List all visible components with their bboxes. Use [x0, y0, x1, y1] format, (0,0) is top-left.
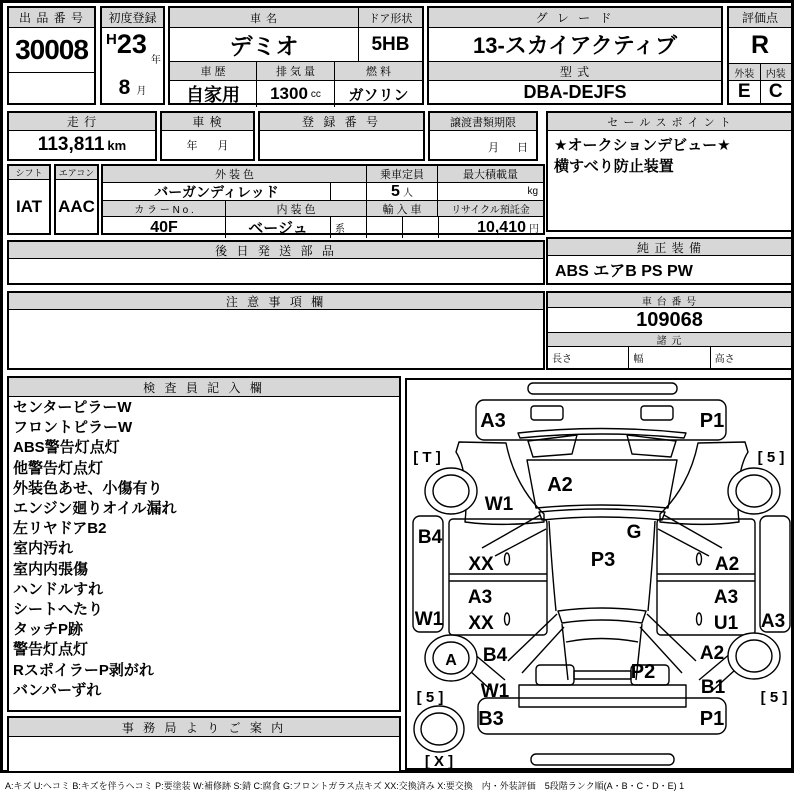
notes-value: [9, 310, 543, 368]
headlight-left: [528, 435, 577, 457]
oem-equipment-value: ABS エアB PS PW: [555, 263, 693, 280]
headlight-right: [627, 435, 676, 457]
import-car-value: [366, 217, 438, 238]
interior-rating-value: C: [760, 81, 792, 103]
color-capacity-grid: [101, 164, 545, 235]
bracket-spare: [ X ]: [424, 753, 454, 768]
exterior-color-value: バーガンディレッド: [154, 183, 279, 200]
grade-value: 13-スカイアクティブ: [429, 28, 721, 62]
model-code-value: DBA-DEJFS: [523, 81, 627, 102]
inspector-item: フロントピラーW: [13, 419, 133, 437]
first-registration-label: 初度登録: [102, 8, 163, 28]
office-notice-box: [7, 716, 401, 773]
import-car-label: 輸 入 車: [366, 201, 437, 217]
import-car-cell: [402, 217, 438, 238]
reg-month-unit: 月: [136, 86, 147, 97]
interior-color-label: 内 装 色: [225, 201, 366, 217]
oem-equipment-label: 純 正 装 備: [548, 239, 791, 256]
bracket-rear-left: [ 5 ]: [416, 689, 444, 706]
first-registration-box: [100, 6, 165, 105]
vehicle-box: [168, 6, 424, 105]
mark-door-rear-left-b: XX: [468, 613, 494, 634]
displacement-number: 1300: [270, 84, 308, 103]
door-shape-label: ドア形状: [358, 8, 422, 28]
fuel-label: 燃 料: [334, 62, 422, 81]
mileage-number: 113,811: [37, 134, 105, 155]
mark-rocker-right: A3: [760, 611, 786, 632]
transfer-day-suffix: 日: [517, 142, 528, 154]
bracket-front-right: [ 5 ]: [757, 449, 785, 466]
inspector-label: 検 査 員 記 入 欄: [9, 378, 399, 397]
mark-tailgate: P2: [630, 661, 656, 683]
inspector-item: ハンドルすれ: [13, 580, 104, 598]
inspector-box: [7, 376, 401, 712]
mileage-value: [9, 131, 155, 159]
bracket-front-left: [ T ]: [413, 449, 441, 466]
chassis-label: 車 台 番 号: [548, 293, 791, 308]
mark-fender-rear-right-a: A2: [699, 643, 725, 664]
auction-number-label: 出 品 番 号: [9, 8, 94, 28]
grille: [518, 429, 686, 439]
capacity-unit: 人: [402, 188, 413, 199]
auction-number-blank: [9, 73, 94, 103]
transfer-month-suffix: 月: [488, 142, 499, 154]
exterior-color-label: 外 装 色: [103, 166, 366, 183]
grade-box: [427, 6, 723, 105]
rear-window: [558, 608, 646, 623]
era-code: H: [106, 31, 117, 48]
reg-year: 23: [116, 29, 147, 59]
inspector-item: 室内汚れ: [13, 540, 74, 558]
recycle-unit: 円: [529, 224, 539, 235]
max-load-label: 最大積載量: [437, 166, 543, 183]
mark-windshield: G: [626, 522, 642, 543]
auction-number-value: 30008: [9, 28, 94, 73]
grade-label: グ レ ー ド: [429, 8, 721, 28]
car-name-value: デミオ: [229, 33, 299, 59]
shaken-label: 車 検: [162, 113, 253, 131]
reg-month: 8: [118, 76, 131, 99]
sales-point-box: [546, 111, 793, 232]
rear-bumper: [478, 698, 726, 734]
spec-height-label: 高さ: [710, 347, 791, 368]
rear-hatch-panel: [519, 685, 686, 707]
oem-equipment-box: [546, 237, 793, 285]
mark-front-bumper-left: A3: [480, 410, 506, 432]
shift-box: [7, 164, 51, 235]
transfer-deadline-value: [430, 131, 536, 159]
chassis-value: 109068: [548, 308, 791, 333]
inspector-item: ABS警告灯点灯: [13, 439, 120, 457]
mark-roof: P3: [590, 549, 616, 571]
color-no-label: カ ラ ー N o .: [103, 201, 225, 217]
rating-box: [727, 6, 793, 105]
footer-legend: A:キズ U:ヘコミ B:キズを伴うヘコミ P:要塗装 W:補修跡 S:錆 C:腐食 G:フロントガラス点キズ XX:交換済み X:要交換 内・外装評価 5段階ランク順(A・B・C・D・E) 1: [5, 781, 685, 791]
aircon-box: [54, 164, 99, 235]
bracket-rear-right: [ 5 ]: [760, 689, 788, 706]
shaken-year-suffix: 年: [186, 140, 198, 152]
later-parts-label: 後 日 発 送 部 品: [9, 242, 543, 259]
taillight-left: [536, 665, 574, 685]
inspector-item: 他警告灯点灯: [13, 459, 104, 477]
inspector-item: センターピラーW: [13, 399, 132, 416]
shaken-month-suffix: 月: [217, 140, 229, 152]
shaken-box: [160, 111, 255, 161]
office-notice-value: [9, 737, 399, 771]
later-parts-value: [9, 259, 543, 283]
inspector-item: 室内内張傷: [13, 560, 89, 578]
inspector-item: 外装色あせ、小傷有り: [13, 479, 163, 497]
max-load-value: kg: [437, 183, 543, 200]
exterior-rating-value: E: [737, 81, 751, 102]
recycle-number: 10,410: [477, 218, 526, 236]
exterior-rating-label: 外装: [729, 64, 760, 81]
history-label: 車 歴: [170, 62, 256, 81]
inspector-list: [9, 397, 399, 702]
notes-box: [7, 291, 545, 370]
capacity-label: 乗車定員: [366, 166, 437, 183]
mark-wheel-rear-left: A: [445, 652, 457, 669]
chassis-box: [546, 291, 793, 370]
mark-front-bumper-right: P1: [699, 410, 725, 432]
office-notice-label: 事 務 局 よ り ご 案 内: [9, 718, 399, 737]
mileage-box: [7, 111, 157, 161]
recycle-value: [438, 217, 543, 238]
specs-label: 諸 元: [548, 333, 791, 347]
sales-point-line: ★オークションデビュー★: [554, 137, 731, 154]
sales-point-line: 横すべり防止装置: [554, 158, 674, 175]
registration-number-value: [260, 131, 423, 159]
mark-hood: A2: [547, 474, 573, 496]
fuel-value: ガソリン: [334, 81, 422, 107]
car-name-label: 車 名: [170, 8, 358, 28]
mileage-label: 走 行: [9, 113, 155, 131]
rear-bottom-bar: [531, 754, 674, 765]
inspector-item: バンパーずれ: [13, 681, 102, 699]
capacity-number: 5: [391, 183, 400, 200]
inspector-item: RスポイラーP剥がれ: [13, 661, 154, 679]
displacement-value: [256, 81, 334, 107]
mark-rear-bumper-right: P1: [699, 708, 725, 730]
registration-number-box: [258, 111, 425, 161]
mark-door-front-right: A2: [714, 554, 740, 575]
auction-number-box: [7, 6, 96, 105]
first-registration-year: [102, 28, 163, 66]
aircon-label: エアコン: [56, 166, 97, 180]
displacement-label: 排 気 量: [256, 62, 334, 81]
shaken-value: [162, 131, 253, 159]
color-no-value: 40F: [150, 218, 178, 236]
spec-length-label: 長さ: [552, 354, 572, 365]
registration-number-label: 登 録 番 号: [260, 113, 423, 131]
inspector-item: エンジン廻りオイル漏れ: [13, 500, 177, 518]
transfer-deadline-box: [428, 111, 538, 161]
rating-label: 評価点: [729, 8, 791, 28]
inspector-item: 警告灯点灯: [13, 641, 89, 659]
cowl-band: [539, 509, 665, 520]
mark-door-front-left: XX: [468, 554, 494, 575]
mark-rocker-left-top: B4: [417, 527, 443, 548]
mark-door-rear-right-a: A3: [713, 587, 739, 608]
displacement-unit: cc: [310, 88, 321, 100]
model-code-label: 型 式: [429, 62, 721, 81]
mileage-unit: km: [107, 137, 127, 153]
interior-rating-label: 内装: [760, 64, 792, 81]
import-car-cell: [367, 217, 402, 238]
spec-width-label: 幅: [628, 347, 709, 368]
mark-fender-rear-left-a: B4: [482, 645, 508, 666]
exterior-color-suffix-cell: [330, 183, 366, 200]
shift-label: シフト: [9, 166, 49, 180]
interior-color-suffix: 系: [330, 217, 366, 238]
aircon-value: AAC: [58, 196, 95, 216]
interior-color-value: ベージュ: [225, 217, 330, 238]
recycle-label: リサイクル預託金: [437, 201, 543, 217]
later-parts-box: [7, 240, 545, 285]
sales-point-label: セ ー ル ス ポ イ ン ト: [548, 113, 791, 131]
sales-point-content: [548, 131, 791, 181]
mark-fender-rear-left-b: W1: [480, 681, 510, 702]
reg-year-unit: 年: [150, 55, 161, 66]
capacity-value: [366, 183, 437, 200]
mark-rocker-left-bottom: W1: [414, 609, 444, 630]
inspector-item: シートへたり: [13, 601, 104, 619]
first-registration-month: [102, 66, 163, 103]
mark-rear-bumper-left: B3: [478, 708, 504, 730]
history-value: 自家用: [186, 85, 240, 105]
car-damage-diagram: [407, 380, 791, 768]
rating-value: R: [729, 28, 791, 64]
inspector-item: タッチP跡: [13, 621, 84, 639]
damage-diagram-box: [405, 378, 793, 770]
inspector-item: 左リヤドアB2: [13, 520, 107, 538]
notes-label: 注 意 事 項 欄: [9, 293, 543, 310]
mark-front-fender-left: W1: [484, 494, 514, 515]
mark-door-rear-left-a: A3: [467, 587, 493, 608]
front-top-bar: [528, 383, 677, 394]
shift-value: IAT: [15, 196, 43, 216]
transfer-deadline-label: 譲渡書類期限: [430, 113, 536, 131]
door-shape-value: 5HB: [358, 28, 422, 61]
mark-door-rear-right-b: U1: [713, 613, 739, 634]
mark-fender-rear-right-b: B1: [700, 677, 726, 698]
